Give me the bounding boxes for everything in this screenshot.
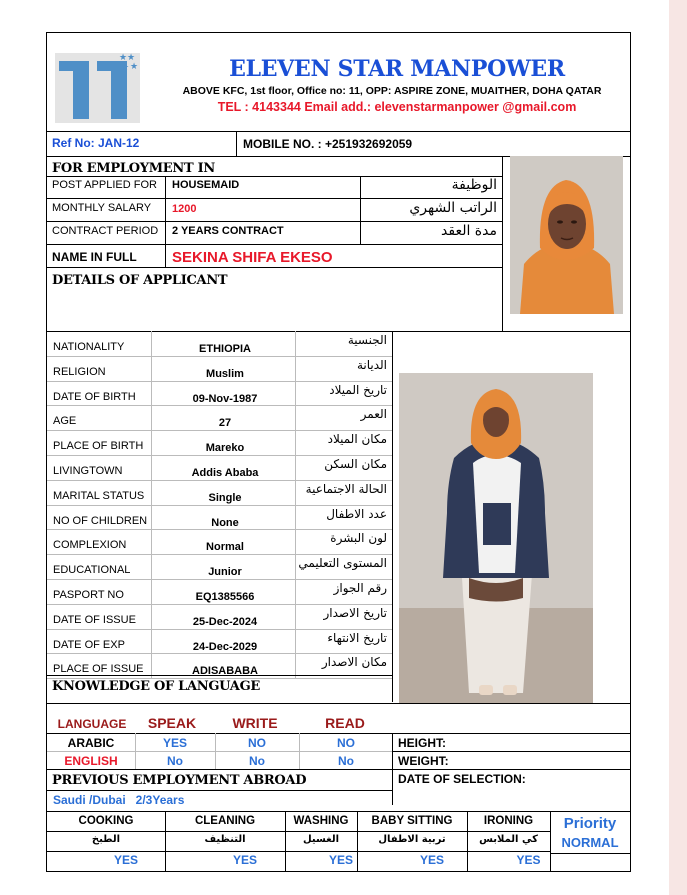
detail-value: Muslim	[206, 367, 244, 380]
priority-label: Priority	[563, 815, 617, 832]
skill-arabic: الطبخ	[91, 834, 121, 845]
detail-value: Single	[208, 491, 242, 504]
applicant-headshot	[510, 156, 623, 314]
star-icon: ★	[121, 62, 130, 72]
applicant-full-photo	[399, 373, 593, 704]
skill-value: YES	[328, 853, 353, 867]
detail-label: MARITAL STATUS	[53, 489, 145, 502]
star-icon: ★	[127, 52, 136, 62]
salary-arabic: الراتب الشهري	[409, 200, 497, 216]
detail-arabic: الجنسية	[347, 333, 387, 347]
skill-arabic: كي الملابس	[479, 834, 538, 845]
detail-value: EQ1385566	[195, 591, 255, 603]
detail-label: DATE OF EXP	[53, 638, 125, 651]
arabic-speak: YES	[162, 736, 187, 750]
detail-label: DATE OF ISSUE	[53, 613, 136, 626]
detail-value: ETHIOPIA	[199, 343, 251, 355]
contract-label: CONTRACT PERIOD	[52, 225, 159, 237]
detail-label: PASPORT NO	[53, 589, 124, 601]
english-speak: No	[167, 754, 183, 768]
detail-arabic: لون البشرة	[330, 531, 387, 546]
company-name: ELEVEN STAR MANPOWER	[229, 56, 565, 82]
salary-value: 1200	[172, 203, 197, 215]
applicant-name: SEKINA SHIFA EKESO	[172, 249, 333, 266]
skill-label: CLEANING	[194, 815, 256, 827]
contract-value: 2 YEARS CONTRACT	[172, 225, 284, 237]
detail-label: PLACE OF BIRTH	[53, 440, 144, 453]
detail-arabic: الديانة	[356, 357, 387, 372]
post-applied-value: HOUSEMAID	[172, 179, 240, 191]
skill-arabic: تربية الاطفال	[378, 834, 446, 845]
skill-label: IRONING	[483, 815, 534, 827]
name-label: NAME IN FULL	[52, 250, 137, 264]
detail-label: DATE OF BIRTH	[53, 390, 136, 403]
application-form	[46, 32, 631, 872]
company-contact: TEL : 4143344 Email add.: elevenstarmanpower @gmail.com	[217, 100, 577, 114]
skill-arabic: التنظيف	[204, 834, 246, 845]
skill-value: YES	[232, 853, 257, 867]
detail-arabic: مكان الاصدار	[321, 655, 387, 670]
detail-label: EDUCATIONAL	[53, 564, 131, 577]
post-applied-label: POST APPLIED FOR	[52, 179, 157, 191]
arabic-write: NO	[248, 736, 266, 750]
detail-label: COMPLEXION	[53, 539, 127, 552]
details-heading: DETAILS OF APPLICANT	[52, 273, 228, 288]
detail-label: NO OF CHILDREN	[53, 514, 148, 527]
skill-label: WASHING	[293, 815, 349, 827]
detail-value: 25-Dec-2024	[192, 615, 258, 628]
arabic-language: ARABIC	[67, 736, 115, 750]
height-label: HEIGHT:	[398, 736, 446, 750]
page-edge	[669, 0, 687, 895]
detail-arabic: رقم الجواز	[333, 581, 387, 595]
detail-label: AGE	[53, 415, 77, 428]
employment-heading: FOR EMPLOYMENT IN	[52, 161, 215, 176]
detail-value: ADISABABA	[192, 665, 258, 678]
detail-arabic: تاريخ الاصدار	[323, 605, 387, 620]
previous-heading: PREVIOUS EMPLOYMENT ABROAD	[52, 773, 307, 788]
previous-employment-value: Saudi /Dubai 2/3Years	[53, 793, 185, 807]
language-header: LANGUAGE	[57, 717, 127, 731]
contract-arabic: مدة العقد	[441, 223, 497, 239]
detail-value: Addis Ababa	[191, 467, 259, 479]
star-icon: ★	[119, 52, 128, 62]
star-icon: ★	[130, 61, 139, 71]
detail-value: None	[211, 516, 239, 529]
detail-value: Normal	[206, 541, 244, 554]
detail-arabic: المستوى التعليمي	[298, 556, 387, 571]
detail-arabic: الحالة الاجتماعية	[305, 481, 387, 496]
skill-value: YES	[516, 853, 541, 867]
detail-arabic: العمر	[360, 407, 387, 422]
detail-value: 24-Dec-2029	[192, 640, 258, 653]
skill-value: YES	[419, 853, 444, 867]
detail-value: 09-Nov-1987	[192, 392, 258, 405]
detail-arabic: مكان السكن	[324, 457, 387, 471]
mobile-number: MOBILE NO. : +251932692059	[243, 137, 413, 151]
speak-header: SPEAK	[147, 715, 197, 731]
company-address: ABOVE KFC, 1st floor, Office no: 11, OPP: ASPIRE ZONE, MUAITHER, DOHA QATAR	[182, 85, 602, 97]
skill-label: COOKING	[78, 815, 134, 827]
skill-value: YES	[113, 853, 138, 867]
skill-arabic: الغسيل	[302, 834, 339, 845]
date-of-selection: DATE OF SELECTION:	[398, 772, 526, 786]
language-heading: KNOWLEDGE OF LANGUAGE	[52, 679, 260, 694]
priority-value: NORMAL	[561, 835, 619, 850]
write-header: WRITE	[232, 715, 278, 731]
detail-label: PLACE OF ISSUE	[53, 663, 144, 676]
detail-value: 27	[218, 417, 232, 430]
detail-arabic: تاريخ الميلاد	[329, 382, 387, 397]
detail-value: Mareko	[205, 442, 245, 455]
read-header: READ	[325, 715, 365, 731]
detail-arabic: عدد الاطفال	[326, 506, 387, 521]
company-logo	[55, 53, 140, 123]
salary-label: MONTHLY SALARY	[52, 202, 152, 214]
detail-label: RELIGION	[53, 365, 106, 378]
arabic-read: NO	[337, 736, 355, 750]
detail-label: NATIONALITY	[53, 341, 125, 353]
detail-arabic: تاريخ الانتهاء	[327, 630, 387, 645]
detail-value: Junior	[208, 566, 242, 579]
ref-number: Ref No: JAN-12	[52, 136, 140, 150]
weight-label: WEIGHT:	[398, 754, 449, 768]
english-language: ENGLISH	[64, 754, 118, 768]
english-write: No	[249, 754, 265, 768]
post-applied-arabic: الوظيفة	[451, 177, 497, 193]
detail-arabic: مكان الميلاد	[327, 432, 387, 447]
skill-label: BABY SITTING	[371, 815, 453, 827]
english-read: No	[338, 754, 354, 768]
detail-label: LIVINGTOWN	[53, 465, 123, 477]
